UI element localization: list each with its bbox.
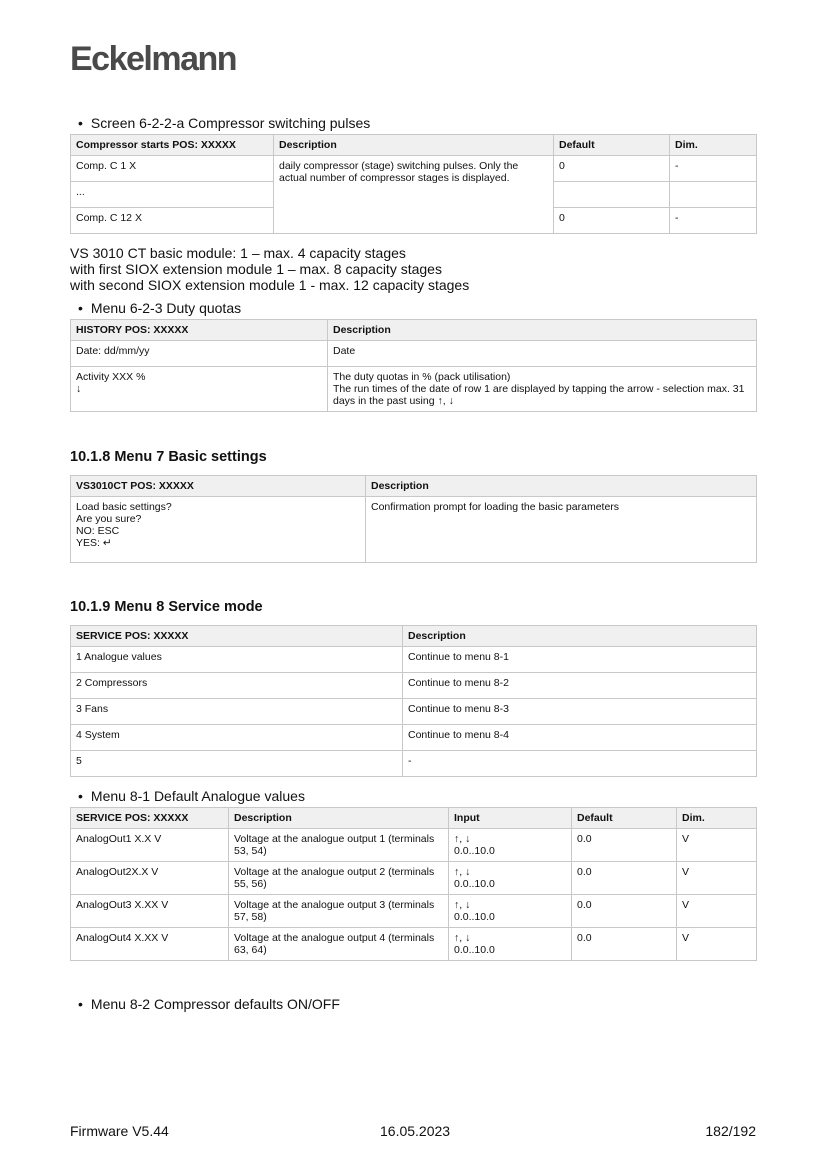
capacity-note: with first SIOX extension module 1 – max. 8 capacity stages <box>70 261 442 277</box>
table-header: Default <box>554 135 670 156</box>
eckelmann-logo: Eckelmann <box>70 40 237 78</box>
table-header: Dim. <box>677 808 757 829</box>
menu-8-heading: 10.1.9 Menu 8 Service mode <box>70 599 263 615</box>
table-cell: Voltage at the analogue output 3 (terminals 57, 58) <box>229 895 449 928</box>
section-compressor-switching-pulses <box>70 115 756 234</box>
section-service-mode <box>70 599 756 777</box>
table-row <box>71 367 757 412</box>
capacity-notes <box>70 245 756 293</box>
analogue-values-table <box>70 807 757 961</box>
capacity-note: with second SIOX extension module 1 - max. 12 capacity stages <box>70 277 470 293</box>
table-cell: ↑, ↓ 0.0..10.0 <box>449 862 572 895</box>
table-cell: 2 Compressors <box>71 673 403 699</box>
table-header: VS3010CT POS: XXXXX <box>71 476 366 497</box>
footer-firmware: Firmware V5.44 <box>70 1123 169 1139</box>
footer-page-number: 182/192 <box>705 1123 756 1139</box>
table-row <box>71 725 757 751</box>
table-cell: Continue to menu 8-3 <box>403 699 757 725</box>
table-cell: Date: dd/mm/yy <box>71 341 328 367</box>
section-default-analogue-values <box>70 788 756 961</box>
table-cell: Load basic settings? Are you sure? NO: ESC YES: ↵ <box>71 497 366 563</box>
table-cell: Comp. C 1 X <box>71 156 274 182</box>
table-cell: 4 System <box>71 725 403 751</box>
table-header: Default <box>572 808 677 829</box>
menu-6-2-3-title: • Menu 6-2-3 Duty quotas <box>70 300 756 317</box>
table-cell: 0.0 <box>572 928 677 961</box>
menu-7-heading: 10.1.8 Menu 7 Basic settings <box>70 449 267 465</box>
table-row <box>71 647 757 673</box>
compressor-starts-table <box>70 134 757 234</box>
table-cell: 5 <box>71 751 403 777</box>
table-cell: AnalogOut1 X.X V <box>71 829 229 862</box>
table-cell: 0.0 <box>572 862 677 895</box>
table-cell: V <box>677 829 757 862</box>
table-row <box>71 928 757 961</box>
table-row <box>71 497 757 563</box>
table-row <box>71 699 757 725</box>
table-cell: Continue to menu 8-1 <box>403 647 757 673</box>
table-header: Description <box>229 808 449 829</box>
section-basic-settings <box>70 449 756 563</box>
table-cell: - <box>670 156 757 182</box>
table-row <box>71 341 757 367</box>
table-row <box>71 862 757 895</box>
table-cell: - <box>670 208 757 234</box>
table-cell: daily compressor (stage) switching pulses. Only the actual number of compressor stages is displayed. <box>274 156 554 234</box>
table-row <box>71 156 757 182</box>
menu-8-2-title: • Menu 8-2 Compressor defaults ON/OFF <box>70 996 756 1013</box>
table-row <box>71 751 757 777</box>
table-cell: AnalogOut2X.X V <box>71 862 229 895</box>
table-cell: V <box>677 928 757 961</box>
basic-settings-table <box>70 475 757 563</box>
table-cell: Voltage at the analogue output 1 (terminals 53, 54) <box>229 829 449 862</box>
table-cell: Continue to menu 8-2 <box>403 673 757 699</box>
table-cell <box>554 182 670 208</box>
table-header: Description <box>274 135 554 156</box>
table-cell: Comp. C 12 X <box>71 208 274 234</box>
table-cell: 0 <box>554 208 670 234</box>
table-row <box>71 673 757 699</box>
table-cell: The duty quotas in % (pack utilisation) The run times of the date of row 1 are displayed by tapping the arrow - selection max. 31 days in the past using ↑, ↓ <box>328 367 757 412</box>
table-header: Dim. <box>670 135 757 156</box>
table-header: Compressor starts POS: XXXXX <box>71 135 274 156</box>
table-cell: 0.0 <box>572 895 677 928</box>
table-cell: V <box>677 895 757 928</box>
table-cell: V <box>677 862 757 895</box>
service-mode-table <box>70 625 757 777</box>
table-header: SERVICE POS: XXXXX <box>71 626 403 647</box>
table-cell: Voltage at the analogue output 4 (terminals 63, 64) <box>229 928 449 961</box>
table-header: SERVICE POS: XXXXX <box>71 808 229 829</box>
history-table <box>70 319 757 412</box>
table-cell: 0.0 <box>572 829 677 862</box>
section-compressor-defaults <box>70 996 756 1013</box>
table-cell: Voltage at the analogue output 2 (terminals 55, 56) <box>229 862 449 895</box>
table-row <box>71 829 757 862</box>
menu-8-1-title: • Menu 8-1 Default Analogue values <box>70 788 756 805</box>
table-header: Description <box>328 320 757 341</box>
table-cell: ↑, ↓ 0.0..10.0 <box>449 895 572 928</box>
table-cell: AnalogOut4 X.XX V <box>71 928 229 961</box>
table-cell: 0 <box>554 156 670 182</box>
table-cell: Confirmation prompt for loading the basic parameters <box>366 497 757 563</box>
table-cell: 3 Fans <box>71 699 403 725</box>
footer-date: 16.05.2023 <box>380 1123 451 1139</box>
table-cell: ↑, ↓ 0.0..10.0 <box>449 928 572 961</box>
table-header: HISTORY POS: XXXXX <box>71 320 328 341</box>
table-cell: Continue to menu 8-4 <box>403 725 757 751</box>
table-cell: ... <box>71 182 274 208</box>
table-cell: ↑, ↓ 0.0..10.0 <box>449 829 572 862</box>
capacity-note: VS 3010 CT basic module: 1 – max. 4 capacity stages <box>70 245 406 261</box>
screen-6-2-2-a-title: • Screen 6-2-2-a Compressor switching pulses <box>70 115 756 132</box>
table-cell: AnalogOut3 X.XX V <box>71 895 229 928</box>
table-header: Description <box>366 476 757 497</box>
section-duty-quotas <box>70 300 756 412</box>
table-cell <box>670 182 757 208</box>
table-row <box>71 895 757 928</box>
table-cell: - <box>403 751 757 777</box>
table-header: Description <box>403 626 757 647</box>
table-cell: 1 Analogue values <box>71 647 403 673</box>
table-cell: Date <box>328 341 757 367</box>
table-header: Input <box>449 808 572 829</box>
table-cell: Activity XXX % ↓ <box>71 367 328 412</box>
